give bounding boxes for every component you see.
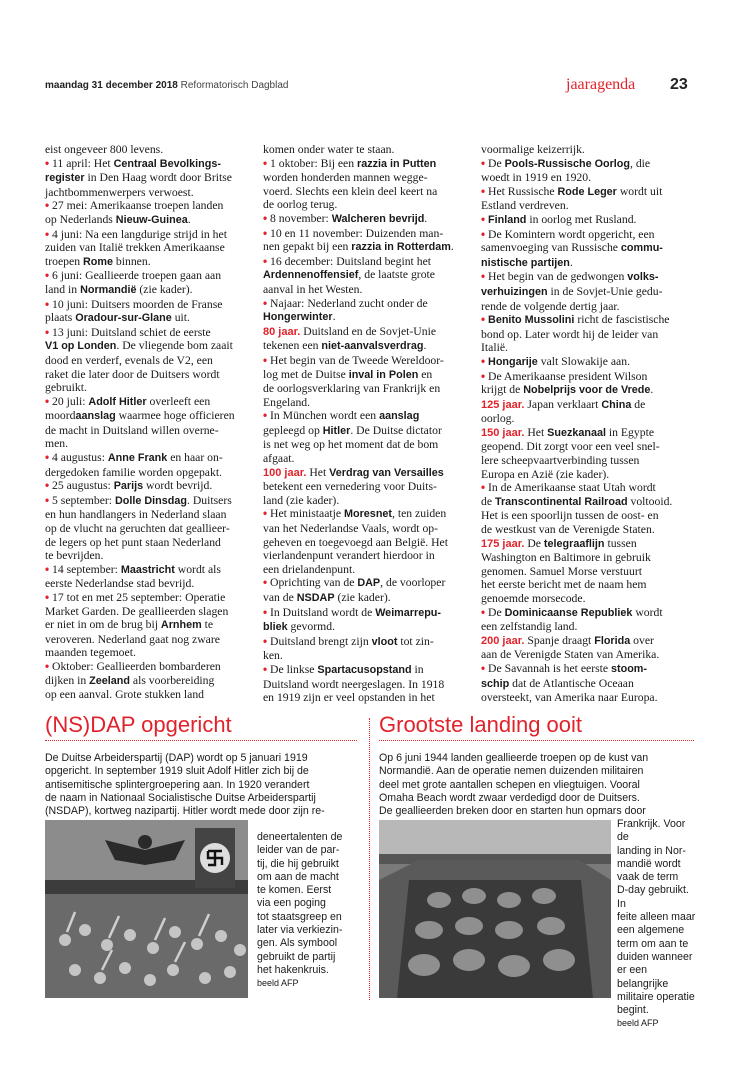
text-line: Omaha Beach wordt zwaar verdedigd door de Duitsers. [379,791,640,804]
text-line: nen gepakt bij een razzia in Rotterdam. [263,240,454,254]
text-line: • Het begin van de gedwongen volks- [481,270,659,284]
text-line: bliek gevormd. [263,620,335,634]
text-line: te bevrijden. [45,549,104,563]
text-line: 80 jaar. Duitsland en de Sovjet-Unie [263,324,437,338]
text-line: op Nederlands Nieuw-Guinea. [45,212,191,226]
text-line: (NSDAP), kortweg nazipartij. Hitler wordt mede door zijn re- [45,805,325,818]
text-line: vierlandenpunt verandert hierdoor in [263,549,435,563]
text-line: 200 jaar. Spanje draagt Florida over [481,633,654,647]
text-line: gebruikt de partij [257,950,336,963]
photo-credit: beeld AFP [617,1018,659,1029]
text-line: geheven en toegevoegd aan België. Het [263,535,448,549]
text-line: register in Den Haag wordt door Britse [45,171,232,185]
text-line: er een belangrijke [617,964,669,990]
landing-photo [379,820,611,998]
text-line: nistische partijen. [481,255,573,269]
text-line: voerd. Slechts een klein deel keert na [263,184,438,198]
column-1 [45,143,247,702]
text-line: Washington en Baltimore in gebruik [481,551,651,565]
text-line: men. [45,437,69,451]
text-line: Engeland. [263,395,311,409]
text-line: Market Garden. De geallieerden slagen [45,604,229,618]
box-divider [369,718,370,1000]
page-number: 23 [670,76,688,93]
text-line: Italië. [481,341,508,355]
text-line: • In München wordt een aanslag [263,409,420,423]
text-line: de westkust van de Verenigde Staten. [481,523,655,537]
nsdap-box-rule [45,740,357,741]
text-line: dergedoken familie worden opgepakt. [45,465,222,479]
text-line: log met de Duitse inval in Polen en [263,367,433,381]
text-line: • Oktober: Geallieerden bombarderen [45,659,221,673]
text-line: Normandië. Aan de operatie nemen duizenden militairen [379,765,644,778]
text-line: • 4 juni: Na een langdurige strijd in het [45,227,227,241]
column-2 [263,143,465,705]
text-line: 150 jaar. Het Suezkanaal in Egypte [481,425,655,439]
text-line: genomen. Samuel Morse verstuurt [481,564,642,578]
text-line: • Het Russische Rode Leger wordt uit [481,184,663,198]
text-line: • Oprichting van de DAP, de voorloper [263,576,446,590]
text-line: • 10 juni: Duitsers moorden de Franse [45,297,223,311]
text-line: het eerste bericht met de naam hem [481,578,647,592]
text-line: het hakenkruis. [257,963,329,976]
column-3 [481,143,683,705]
text-line: jachtbommenwerpers verwoest. [45,185,194,199]
text-line: om aan de macht [257,870,339,883]
text-line: mandië wordt [617,857,681,870]
landing-box-title: Grootste landing ooit [379,712,583,737]
text-line: de legers op het punt staan Nederland [45,535,221,549]
text-line: Europa en Azië (zie kader). [481,467,610,481]
text-line: maanden tegemoet. [45,646,136,660]
text-line: lere scheepvaartverbinding tussen [481,454,640,468]
text-line: van het Nederlandse Vaals, wordt op- [263,522,439,536]
text-line: • 17 tot en met 25 september: Operatie [45,591,226,604]
text-line: De geallieerden breken door en starten hun opmars door [379,805,646,818]
landing-photo-caption [617,818,697,1031]
nsdap-photo-caption [257,831,362,991]
text-line: deneertalenten de [257,831,343,843]
text-line: betekent een vernedering voor Duits- [263,480,437,494]
text-line: dijken in Zeeland als voorbereiding [45,673,215,687]
text-line: de oorlog terug. [263,198,338,212]
text-line: • In de Amerikaanse staat Utah wordt [481,481,656,495]
text-line: • Hongarije valt Slowakije aan. [481,354,630,368]
text-line: • 1 oktober: Bij een razzia in Putten [263,156,437,170]
text-line: troepen Rome binnen. [45,254,151,268]
photo-credit: beeld AFP [257,978,299,989]
text-line: oversteekt, van Amerika naar Europa. [481,691,658,705]
text-line: de Transcontinental Railroad voltooid. [481,494,673,508]
text-line: • De Savannah is het eerste stoom- [481,661,648,675]
nsdap-box-title: (NS)DAP opgericht [45,712,232,737]
text-line: er niet in om de brug bij Arnhem te [45,618,214,632]
text-line: land (zie kader). [263,493,340,507]
text-line: deel met grote aantallen schepen en vliegtuigen. Vooral [379,778,640,791]
text-line: worden honderden mannen wegge- [263,171,428,185]
text-line: • De linkse Spartacusopstand in [263,662,424,676]
text-line: een drielandenpunt. [263,562,356,576]
text-line: • Najaar: Nederland zucht onder de [263,296,428,310]
text-line: • 13 juni: Duitsland schiet de eerste [45,325,211,339]
text-line: krijgt de Nobelprijs voor de Vrede. [481,383,654,397]
text-line: • De Komintern wordt opgericht, een [481,227,655,241]
text-line: 100 jaar. Het Verdrag van Versailles [263,465,444,479]
text-line: • Het begin van de Tweede Wereldoor- [263,353,444,367]
text-line: • Benito Mussolini richt de fascistische [481,313,670,327]
landing-box-rule [379,740,694,741]
text-line: begint. [617,1004,649,1017]
text-line: • De Dominicaanse Republiek wordt [481,605,663,619]
text-line: • 25 augustus: Parijs wordt bevrijd. [45,479,213,493]
text-line: de oorlogsverklaring van Frankrijk en [263,382,441,396]
text-line: • Finland in oorlog met Rusland. [481,212,637,226]
section-name: jaaragenda [566,76,636,93]
text-line: militaire operatie [617,990,695,1003]
text-line: feite alleen maar [617,911,696,924]
text-line: aan de Verenigde Staten van Amerika. [481,648,660,662]
text-line: eist ongeveer 800 levens. [45,143,164,156]
text-line: Frankrijk. Voor de [617,818,686,844]
text-line: • De Pools-Russische Oorlog, die [481,156,651,170]
text-line: een zelfstandig land. [481,620,578,634]
text-line: D-day gebruikt. In [617,884,689,910]
text-line: • In Duitsland wordt de Weimarrepu- [263,605,441,619]
text-line: Ardennenoffensief, de laatste grote [263,268,435,282]
text-line: landing in Nor- [617,844,686,857]
text-line: antisemitische splintergroepering aan. In 1920 verandert [45,778,310,791]
text-line: van de NSDAP (zie kader). [263,591,391,604]
text-line: 125 jaar. Japan verklaart China de [481,397,646,411]
issue-date [45,80,288,91]
text-line: De Duitse Arbeiderspartij (DAP) wordt op 5 januari 1919 [45,752,308,764]
text-line: aanval in het Westen. [263,282,363,296]
text-line: land in Normandië (zie kader). [45,282,193,296]
newspaper-name: Reformatorisch Dagblad [180,80,289,91]
text-line: geopend. Dit zorgt voor een veel snel- [481,440,660,454]
text-line: vaak de term [617,871,679,884]
text-line: duiden wanneer [617,950,693,963]
text-line: opgericht. In september 1919 sluit Adolf Hitler zich bij de [45,765,309,778]
text-line: plaats Oradour-sur-Glane uit. [45,311,190,325]
text-line: oorlog. [481,412,515,426]
text-line: gebruikt. [45,381,87,395]
text-line: eerste Nederlandse stad bevrijd. [45,577,195,591]
text-line: tij, die hij gebruikt [257,857,339,870]
text-line: voormalige keizerrijk. [481,143,585,156]
text-line: dood en verderf, evenals de V2, een [45,353,213,367]
text-line: is net weg op het moment dat de bom [263,438,439,452]
text-line: tot staatsgreep en [257,910,342,923]
text-line: afgaat. [263,452,295,466]
text-line: de macht in Duitsland willen overne- [45,423,219,437]
text-line: • 5 september: Dolle Dinsdag. Duitsers [45,493,232,507]
text-line: gepleegd op Hitler. De Duitse dictator [263,423,442,437]
text-line: • 11 april: Het Centraal Bevolkings- [45,156,221,170]
text-line: op de vlucht na geruchten dat geallieer- [45,522,230,536]
text-line: tekenen een niet-aanvalsverdrag. [263,339,427,353]
text-line: te komen. Eerst [257,884,332,897]
date-text: maandag 31 december 2018 [45,80,178,91]
text-line: • 16 december: Duitsland begint het [263,254,431,268]
text-line: en hun handlangers in Nederland slaan [45,508,227,522]
text-line: later via verkiezin- [257,924,343,937]
text-line: ken. [263,649,283,663]
text-line: • De Amerikaanse president Wilson [481,369,648,383]
text-line: zuiden van Italië trekken Amerikaanse [45,241,225,255]
text-line: Op 6 juni 1944 landen geallieerde troepen op de kust van [379,752,649,764]
text-line: • Het ministaatje Moresnet, ten zuiden [263,507,447,521]
text-line: schip dat de Atlantische Oceaan [481,676,634,690]
text-line: • Duitsland brengt zijn vloot tot zin- [263,634,434,648]
text-line: genoemde morsecode. [481,592,586,605]
text-line: • 8 november: Walcheren bevrijd. [263,211,428,225]
text-line: rende de volgende dertig jaar. [481,299,620,313]
text-line: via een poging [257,897,326,910]
text-line: • 4 augustus: Anne Frank en haar on- [45,451,223,465]
text-line: Estland verdreven. [481,199,569,213]
text-line: • 14 september: Maastricht wordt als [45,562,221,576]
text-line: samenvoeging van Russische commu- [481,241,663,255]
text-line: Duitsland wordt neergeslagen. In 1918 [263,677,445,691]
text-line: en 1919 zijn er veel opstanden in het [263,691,435,705]
text-line: Het is een spoorlijn tussen de oost- en [481,509,659,523]
text-line: term om aan te [617,937,689,950]
text-line: • 27 mei: Amerikaanse troepen landen [45,199,224,213]
text-line: veroveren. Nederland gaat nog zware [45,632,220,646]
text-line: bond op. Later wordt hij de leider van [481,327,659,341]
landing-box-text [379,752,699,818]
text-line: leider van de par- [257,844,340,857]
text-line: raket die later door de Duitsers wordt [45,367,220,381]
nsdap-box-text [45,752,365,818]
text-line: verhuizingen in de Sovjet-Unie gedu- [481,284,663,298]
text-line: gen. Als symbool [257,937,338,950]
text-line: 175 jaar. De telegraaflijn tussen [481,536,637,550]
text-line: komen onder water te staan. [263,143,395,156]
text-line: • 20 juli: Adolf Hitler overleeft een [45,394,211,408]
text-line: • 6 juni: Geallieerde troepen gaan aan [45,269,222,283]
text-line: • 10 en 11 november: Duizenden man- [263,226,444,240]
text-line: moordaanslag waarmee hoge officieren [45,409,235,423]
text-line: woedt in 1919 en 1920. [481,171,592,185]
text-line: een algemene [617,924,685,937]
text-line: V1 op Londen. De vliegende bom zaait [45,339,233,353]
text-line: op een aanval. Grote stukken land [45,688,205,702]
nsdap-photo [45,820,248,998]
text-line: de naam in Nationaal Socialistische Duitse Arbeiderspartij [45,791,316,804]
text-line: Hongerwinter. [263,310,336,324]
